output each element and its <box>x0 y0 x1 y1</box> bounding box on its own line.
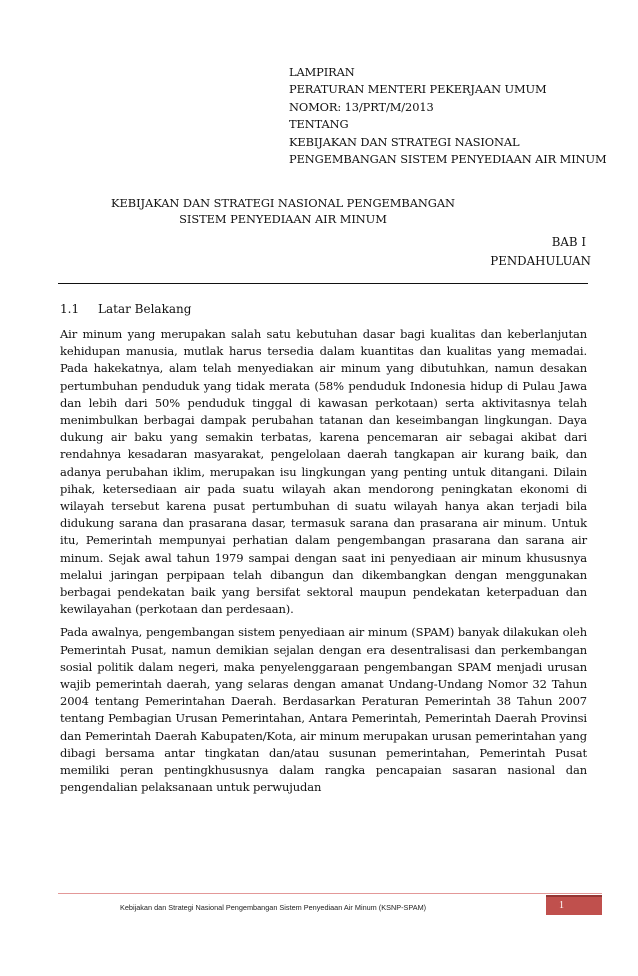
chapter-number: BAB I <box>551 235 586 249</box>
attachment-line: PENGEMBANGAN SISTEM PENYEDIAAN AIR MINUM <box>289 152 607 167</box>
title-line-1: KEBIJAKAN DAN STRATEGI NASIONAL PENGEMBANGAN <box>111 196 455 210</box>
chapter-divider <box>58 283 588 284</box>
chapter-heading <box>485 233 591 271</box>
body-text <box>60 326 587 802</box>
attachment-line: KEBIJAKAN DAN STRATEGI NASIONAL <box>289 134 520 149</box>
paragraph: Air minum yang merupakan salah satu kebutuhan dasar bagi kualitas dan keberlanjutan kehidupan manusia, mutlak harus tersedia dalam kuantitas dan kualitas yang memadai. Pada hakekatnya, alam telah menyediakan air minum yang dibutuhkan, namun desakan pertumbuhan penduduk yang tidak merata (58% penduduk Indonesia hidup di Pulau Jawa dan lebih dari 50% penduduk tinggal di kawasan perkotaan) serta aktivitasnya telah menimbulkan berbagai dampak perubahan tatanan dan keseimbangan lingkungan. Daya dukung air baku yang semakin terbatas, karena pencemaran air sebagai akibat dari rendahnya kesadaran masyarakat, pengelolaan daerah tangkapan air kurang baik, dan adanya perubahan iklim, merupakan isu lingkungan yang penting untuk ditangani. Dilain pihak, ketersediaan air pada suatu wilayah akan mendorong peningkatan ekonomi di wilayah tersebut karena pusat pertumbuhan di suatu wilayah hanya akan terjadi bila didukung sarana dan prasarana dasar, termasuk sarana dan prasarana air minum. Untuk itu, Pemerintah mempunyai perhatian dalam pengembangan prasarana dan sarana air minum. Sejak awal tahun 1979 sampai dengan saat ini penyediaan air minum khususnya melalui jaringan perpipaan telah dibangun dan dikembangkan dengan menggunakan berbagai pendekatan baik yang bersifat sektoral maupun pendekatan keterpaduan dan kewilayahan (perkotaan dan perdesaan). <box>60 327 587 617</box>
section-number: 1.1 <box>60 302 80 316</box>
footer-title: Kebijakan dan Strategi Nasional Pengembangan Sistem Penyediaan Air Minum (KSNP-SPAM) <box>120 903 427 912</box>
attachment-line: PERATURAN MENTERI PEKERJAAN UMUM <box>289 82 547 97</box>
paragraph: Pada awalnya, pengembangan sistem penyediaan air minum (SPAM) banyak dilakukan oleh Pemerintah Pusat, namun demikian sejalan dengan era desentralisasi dan perkembangan sosial politik dalam negeri, maka penyelenggaraan pengembangan SPAM menjadi urusan wajib pemerintah daerah, yang selaras dengan amanat Undang-Undang Nomor 32 Tahun 2004 tentang Pemerintahan Daerah. Berdasarkan Peraturan Pemerintah 38 Tahun 2007 tentang Pembagian Urusan Pemerintahan, Antara Pemerintah, Pemerintah Daerah Provinsi dan Pemerintah Daerah Kabupaten/Kota, air minum merupakan urusan pemerintahan yang dibagi bersama antar tingkatan dan/atau susunan pemerintahan, Pemerintah Pusat memiliki peran pentingkhususnya dalam rangka pencapaian sasaran nasional dan pengendalian pelaksanaan untuk perwujudan <box>60 625 587 795</box>
section-heading <box>60 301 191 318</box>
page-number-box <box>546 895 602 915</box>
document-title <box>60 196 592 227</box>
chapter-title: PENDAHULUAN <box>490 254 591 268</box>
attachment-line: NOMOR: 13/PRT/M/2013 <box>289 99 434 114</box>
page-number: 1 <box>559 900 564 911</box>
footer-divider <box>58 893 602 894</box>
attachment-line: LAMPIRAN <box>289 65 355 79</box>
attachment-line: TENTANG <box>289 117 349 132</box>
title-line-2: SISTEM PENYEDIAAN AIR MINUM <box>179 211 387 226</box>
attachment-header <box>289 64 607 168</box>
section-title: Latar Belakang <box>98 302 192 316</box>
